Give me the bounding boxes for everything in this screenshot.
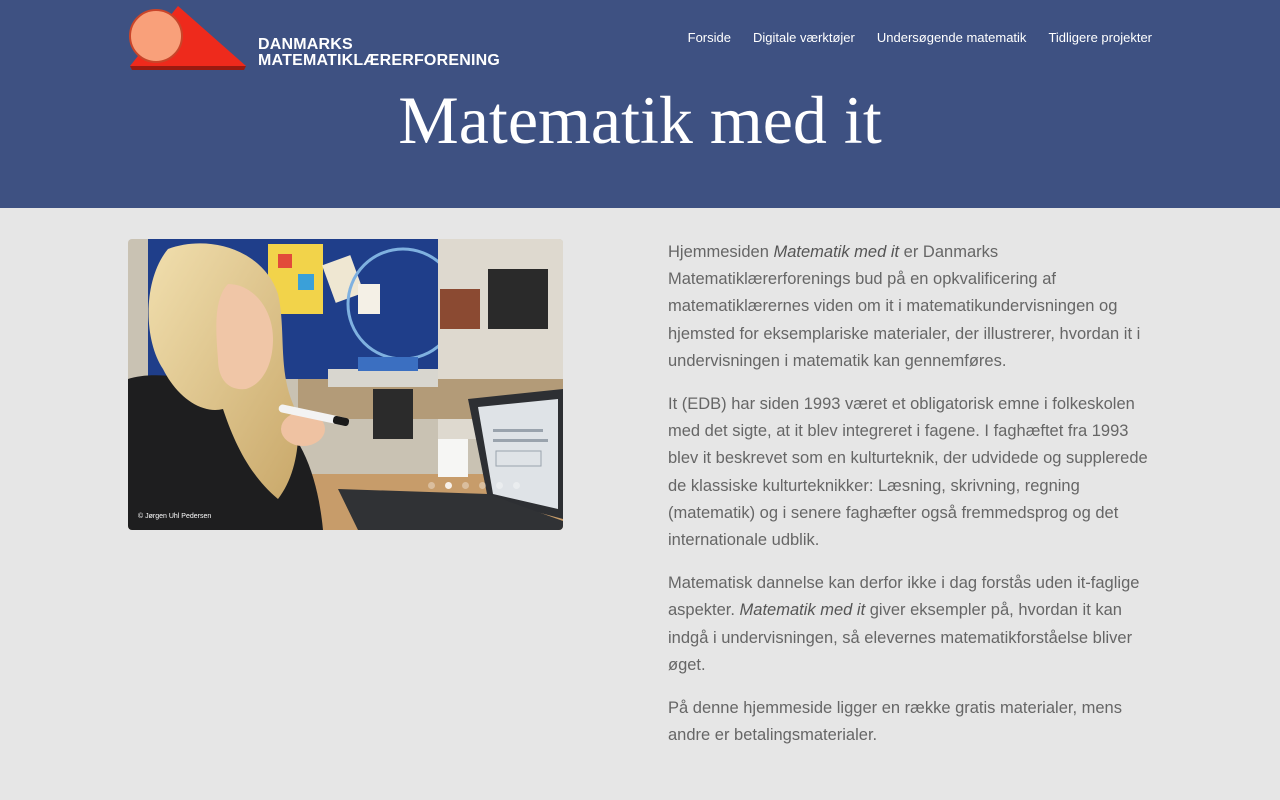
- photo-slider[interactable]: [128, 239, 563, 530]
- intro-site-name: Matematik med it: [773, 243, 900, 261]
- dannelse-text-a: Matematisk dannelse kan derfor ikke i dag forstås uden it-faglige aspekter.: [668, 574, 1140, 620]
- paragraph-intro: [668, 239, 1153, 375]
- page-title: Matematik med it: [398, 82, 882, 158]
- logo-text: [258, 37, 500, 69]
- slider-dot[interactable]: [496, 482, 503, 489]
- dannelse-site-name: Matematik med it: [739, 601, 866, 620]
- intro-text-a: Hjemmesiden: [668, 243, 774, 261]
- logo-line-1: DANMARKS: [258, 36, 353, 53]
- nav-item-digitale-vaerktoejer[interactable]: Digitale værktøjer: [753, 30, 855, 45]
- main-content: [668, 239, 1153, 765]
- slider-dot[interactable]: [479, 482, 486, 489]
- paragraph-history: It (EDB) har siden 1993 været et obligatorisk emne i folkeskolen med det sigte, at it blev integreret i fagene. I faghæftet fra 1993 blev it beskrevet som en kulturteknik, der udvidede og supplerede de klassiske kulturteknikker: Læsning, skrivning, regning (matematik) og i senere faghæfter også fremmedsprog og det internationale udblik.: [668, 395, 1148, 550]
- slider-dot[interactable]: [445, 482, 452, 489]
- logo-mark-icon: [128, 4, 258, 72]
- intro-text-b: er Danmarks Matematiklærerforenings bud på en opkvalificering af matematiklærernes viden om it i matematikundervisningen og hjemsted for eksemplariske materialer, der illustrerer, hvordan it i undervisningen i matematik kan gennemføres.: [668, 243, 1141, 370]
- slider-dots: [428, 482, 520, 489]
- site-logo[interactable]: [128, 4, 508, 72]
- main-nav: [688, 30, 1152, 45]
- paragraph-dannelse: [668, 570, 1153, 679]
- site-header: [0, 0, 1280, 208]
- slider-dot[interactable]: [428, 482, 435, 489]
- dannelse-text-b: giver eksempler på, hvordan it kan indgå i undervisningen, så elevernes matematikforståelse bliver øget.: [668, 601, 1133, 674]
- nav-item-undersoegende-matematik[interactable]: Undersøgende matematik: [876, 30, 1027, 45]
- slider-dot[interactable]: [513, 482, 520, 489]
- slider-dot[interactable]: [462, 482, 469, 489]
- photo-caption: © Jørgen Uhl Pedersen: [138, 513, 212, 520]
- nav-item-tidligere-projekter[interactable]: Tidligere projekter: [1048, 30, 1152, 45]
- logo-line-2: MATEMATIKLÆRERFORENING: [258, 52, 501, 69]
- paragraph-materials: På denne hjemmeside ligger en række gratis materialer, mens andre er betalingsmaterialer.: [668, 699, 1122, 745]
- nav-item-forside[interactable]: Forside: [687, 30, 731, 45]
